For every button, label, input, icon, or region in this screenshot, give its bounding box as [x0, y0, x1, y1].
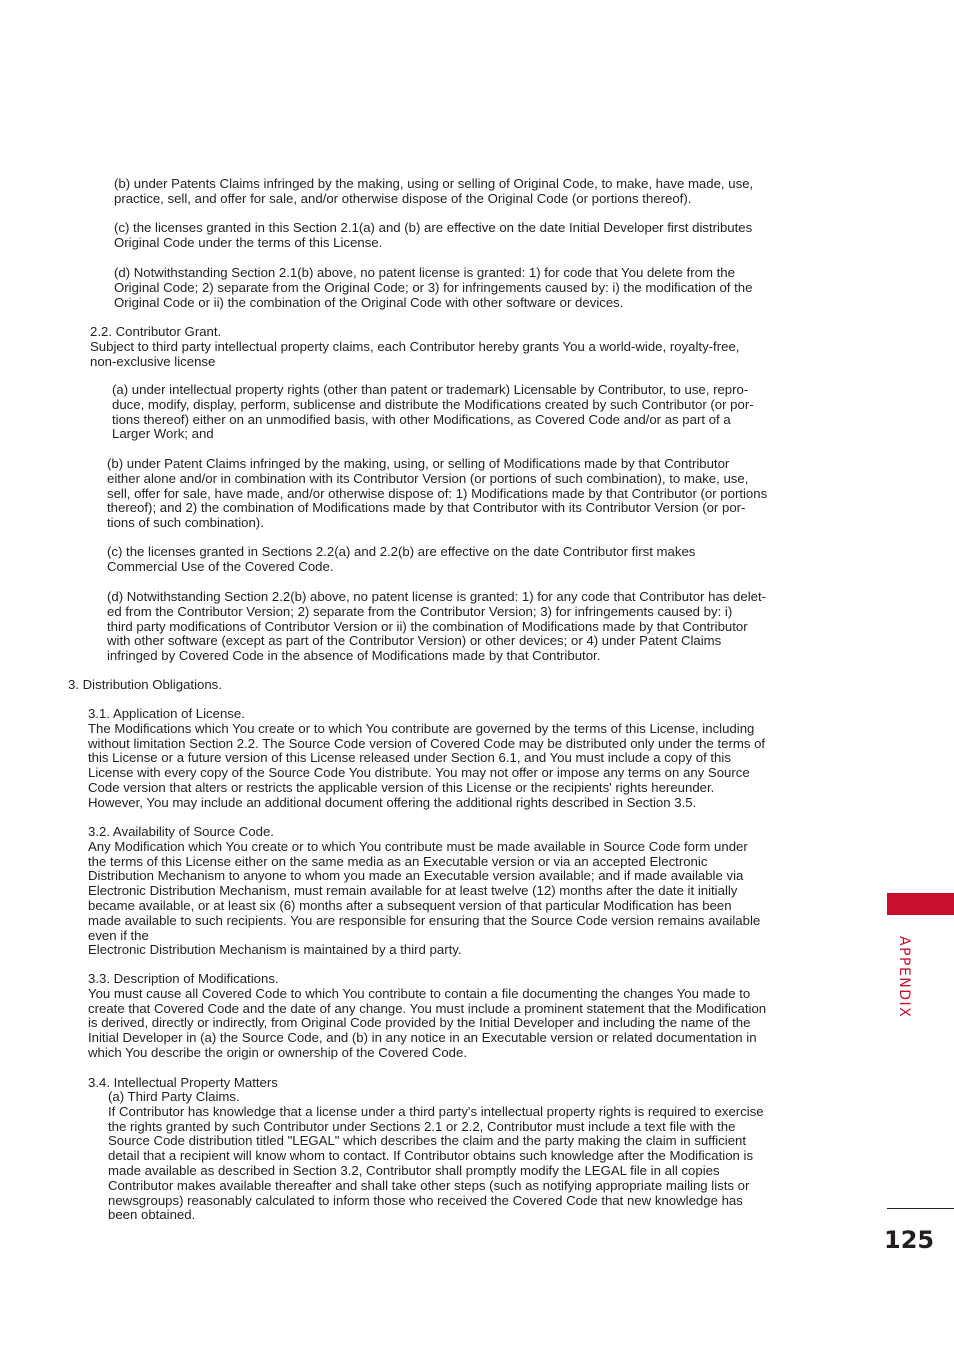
section-3-heading: 3. Distribution Obligations.	[68, 677, 222, 692]
paragraph-2-2-c: (c) the licenses granted in Sections 2.2(a) and 2.2(b) are effective on the date Contributor first makes Commercial Use of the Covered Code.	[107, 544, 696, 574]
paragraph-3-3: 3.3. Description of Modifications. You must cause all Covered Code to which You contribute to contain a file documenting the changes You made to create that Covered Code and the date of any change. You must include a prominent statement that the Modification is derived, directly or indirectly, from Original Code provided by the Initial Developer and including the name of the Initial Developer in (a) the Source Code, and (b) in any notice in an Executable version or related documentation in which You describe the origin or ownership of the Covered Code.	[88, 971, 767, 1060]
paragraph-2-1-c: (c) the licenses granted in this Section 2.1(a) and (b) are effective on the date Initial Developer first distributes Original Code under the terms of this License.	[114, 220, 753, 250]
paragraph-3-4-heading: 3.4. Intellectual Property Matters	[88, 1075, 278, 1090]
paragraph-2-2-a: (a) under intellectual property rights (other than patent or trademark) Licensable by Contributor, to use, repro- duce, modify, display, perform, sublicense and distribute the Modifications created by such Contributor (or por- tions thereof) either on an unmodified basis, with other Modifications, as Covered Code and/or as part of a Larger Work; and	[112, 382, 754, 442]
paragraph-2-2-b: (b) under Patent Claims infringed by the making, using, or selling of Modifications made by that Contributor either alone and/or in combination with its Contributor Version (or portions of such combination), to make, use, sell, offer for sale, have made, and/or otherwise dispose of: 1) Modifications made by that Contributor (or portions thereof); and 2) the combination of Modifications made by that Contributor with its Contributor Version (or por- tions of such combination).	[107, 456, 768, 531]
paragraph-3-4-a: (a) Third Party Claims. If Contributor has knowledge that a license under a third party's intellectual property rights is required to exercise the rights granted by such Contributor under Sections 2.1 or 2.2, Contributor must include a text file with the Source Code distribution titled "LEGAL" which describes the claim and the party making the claim in sufficient detail that a recipient will know whom to contact. If Contributor obtains such knowledge after the Modification is made available as described in Section 3.2, Contributor shall promptly modify the LEGAL file in all copies Contributor makes available thereafter and shall take other steps (such as notifying appropriate mailing lists or newsgroups) reasonably calculated to inform those who received the Covered Code that new knowledge has been obtained.	[108, 1089, 764, 1223]
appendix-side-label: APPENDIX	[896, 936, 912, 1019]
paragraph-2-1-b: (b) under Patents Claims infringed by the making, using or selling of Original Code, to make, have made, use, practice, sell, and offer for sale, and/or otherwise dispose of the Original Code (or portions thereof).	[114, 176, 754, 206]
paragraph-2-2: 2.2. Contributor Grant. Subject to third party intellectual property claims, each Contributor hereby grants You a world-wide, royalty-free, non-exclusive license	[90, 324, 740, 369]
page-number: 125	[884, 1226, 935, 1254]
paragraph-3-1: 3.1. Application of License. The Modifications which You create or to which You contribute are governed by the terms of this License, including without limitation Section 2.2. The Source Code version of Covered Code may be distributed only under the terms of this License or a future version of this License released under Section 6.1, and You must include a copy of this License with every copy of the Source Code You distribute. You may not offer or impose any terms on any Source Code version that alters or restricts the applicable version of this License or the recipients' rights hereunder. However, You may include an additional document offering the additional rights described in Section 3.5.	[88, 706, 766, 810]
appendix-tab-marker	[887, 893, 954, 915]
paragraph-2-1-d: (d) Notwithstanding Section 2.1(b) above, no patent license is granted: 1) for code that You delete from the Original Code; 2) separate from the Original Code; or 3) for infringements caused by: i) the modification of the Original Code or ii) the combination of the Original Code with other software or devices.	[114, 265, 753, 310]
paragraph-2-2-d: (d) Notwithstanding Section 2.2(b) above, no patent license is granted: 1) for any code that Contributor has delet- ed from the Contributor Version; 2) separate from the Contributor Version; 3) for infringements caused by: i) third party modifications of Contributor Version or ii) the combination of Modifications made by that Contributor with other software (except as part of the Contributor Version) or other devices; or 4) under Patent Claims infringed by Covered Code in the absence of Modifications made by that Contributor.	[107, 589, 767, 664]
paragraph-3-2: 3.2. Availability of Source Code. Any Modification which You create or to which You contribute must be made available in Source Code form under the terms of this License either on the same media as an Executable version or via an accepted Electronic Distribution Mechanism to anyone to whom you made an Executable version available; and if made available via Electronic Distribution Mechanism, must remain available for at least twelve (12) months after the date it initially became available, or at least six (6) months after a subsequent version of that particular Modification has been made available to such recipients. You are responsible for ensuring that the Source Code version remains available even if the Electronic Distribution Mechanism is maintained by a third party.	[88, 824, 761, 958]
page-number-rule	[887, 1208, 954, 1209]
